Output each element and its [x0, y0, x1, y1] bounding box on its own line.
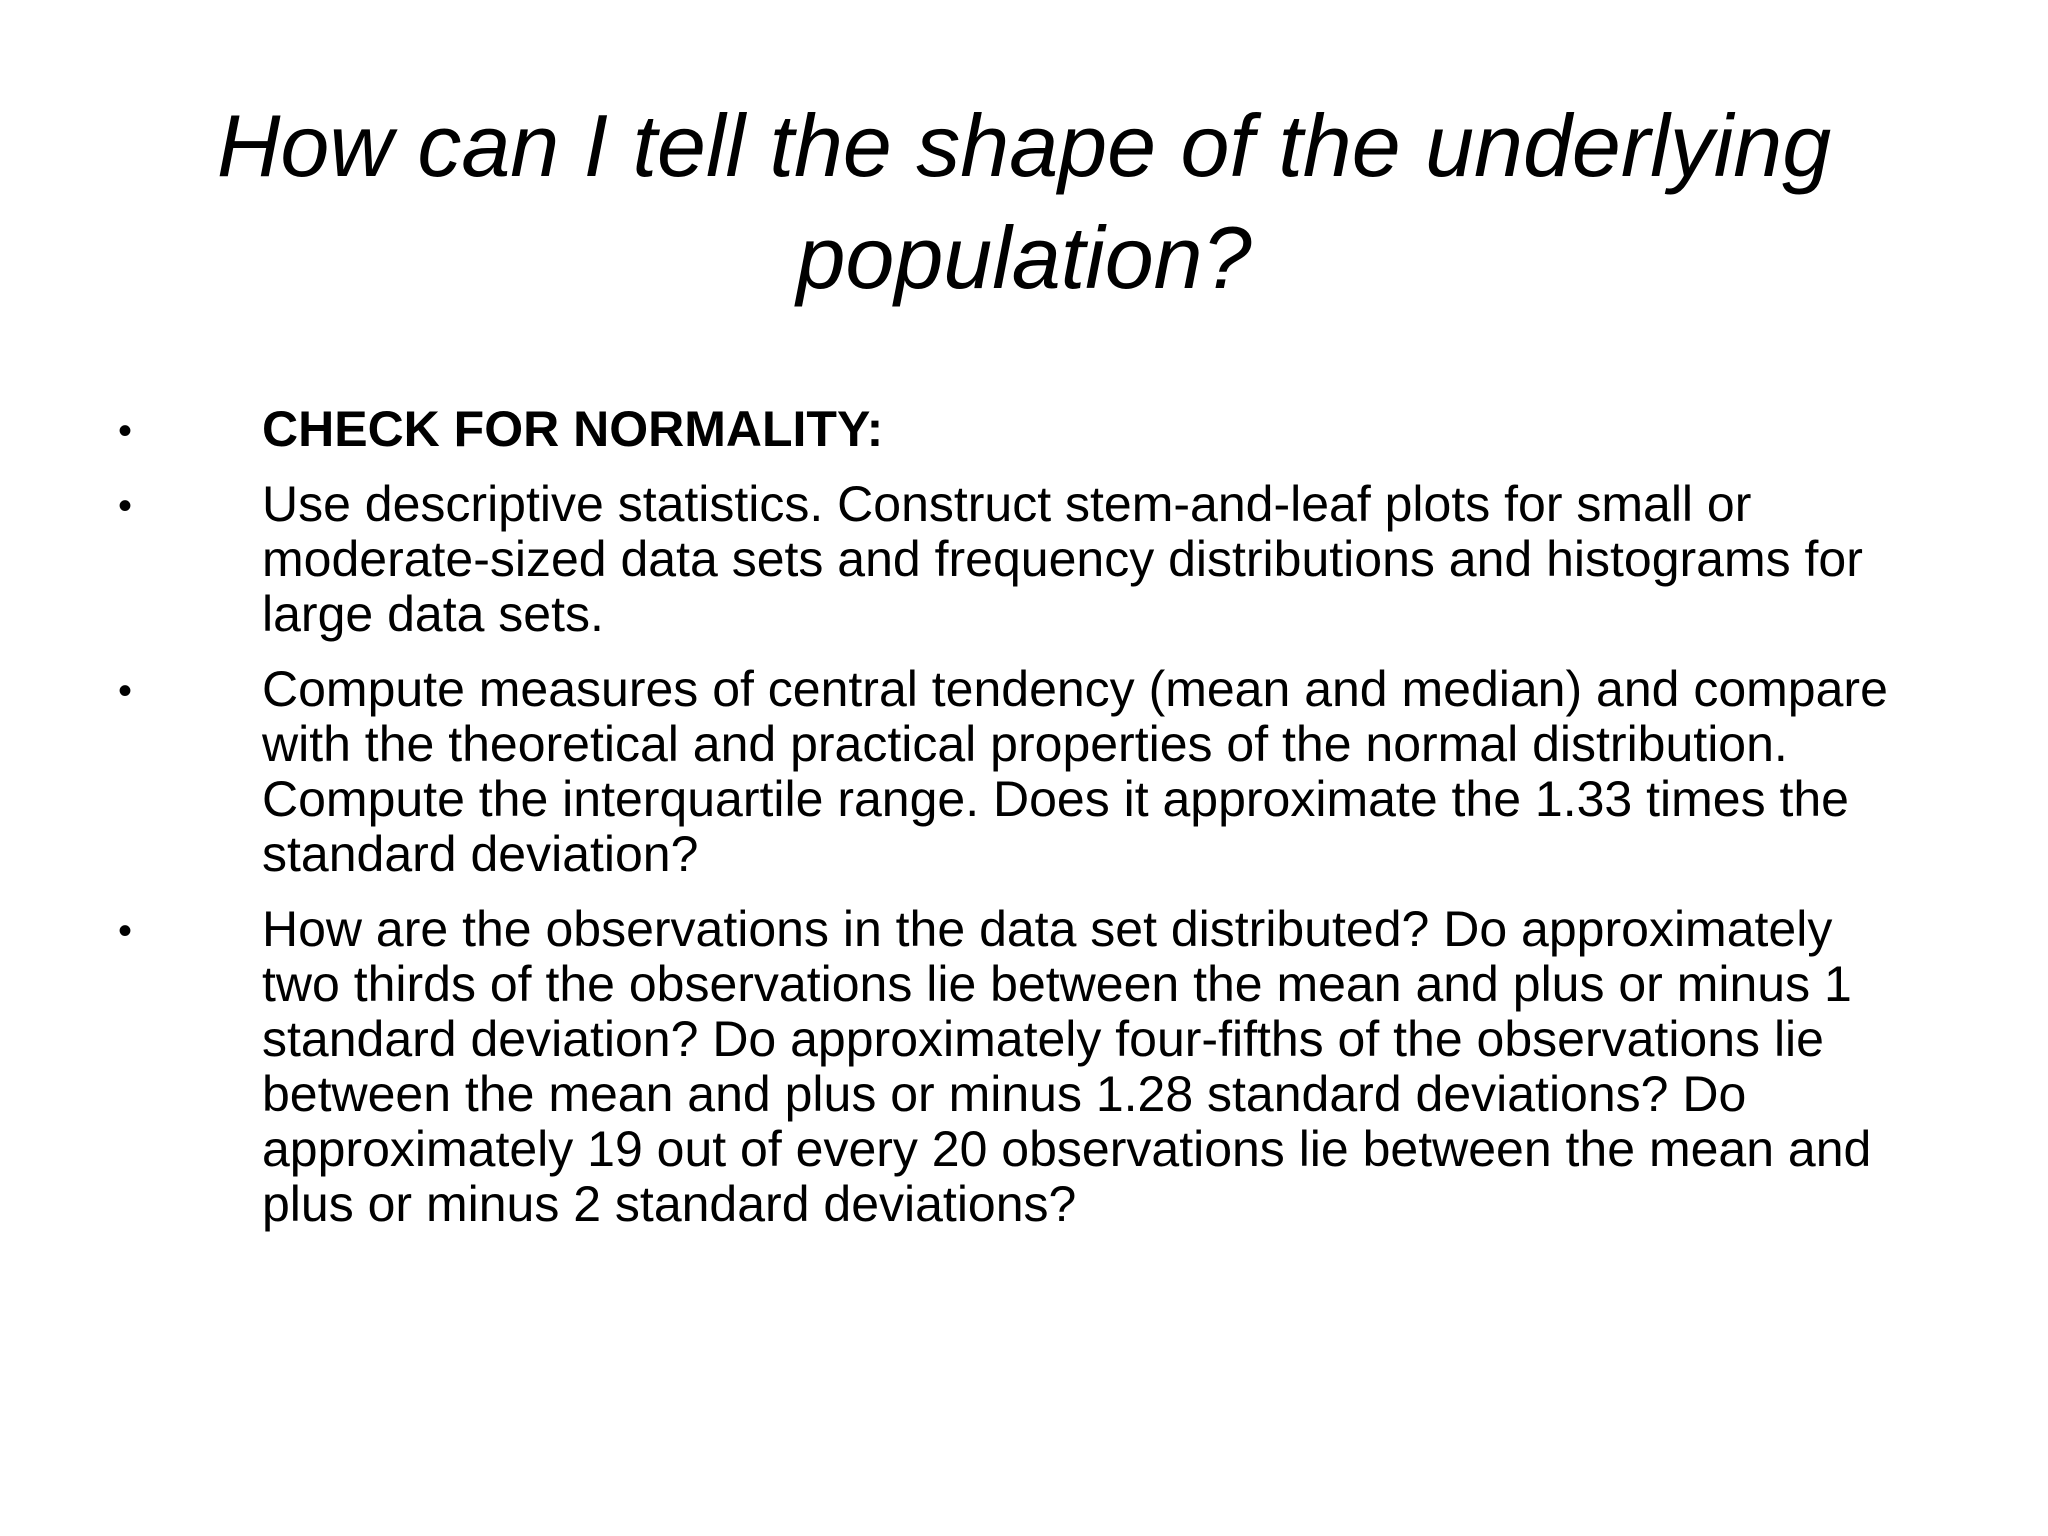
bullet-text: CHECK FOR NORMALITY: [262, 401, 884, 457]
bullet-item [0, 477, 2048, 642]
bullet-item [0, 662, 2048, 882]
bullet-text: Use descriptive statistics. Construct stem-and-leaf plots for small or moderate-sized data sets and frequency distributions and histograms for large data sets. [262, 476, 1863, 642]
bullet-list [0, 402, 2048, 1252]
bullet-dot-icon: • [118, 909, 133, 953]
bullet-item [0, 402, 2048, 457]
bullet-text: Compute measures of central tendency (mean and median) and compare with the theoretical and practical properties of the normal distribution. Compute the interquartile range. Does it approximate the 1.33 times the standard deviation? [262, 661, 1888, 882]
bullet-dot-icon: • [118, 484, 133, 528]
bullet-dot-icon: • [118, 669, 133, 713]
bullet-text: How are the observations in the data set distributed? Do approximately two thirds of the observations lie between the mean and plus or minus 1 standard deviation? Do approximately four-fifths of the observations lie between the mean and plus or minus 1.28 standard deviations? Do approximately 19 out of every 20 observations lie between the mean and plus or minus 2 standard deviations? [262, 901, 1872, 1232]
slide-title: How can I tell the shape of the underlying population? [216, 96, 1832, 307]
bullet-item [0, 902, 2048, 1232]
bullet-dot-icon: • [118, 409, 133, 453]
